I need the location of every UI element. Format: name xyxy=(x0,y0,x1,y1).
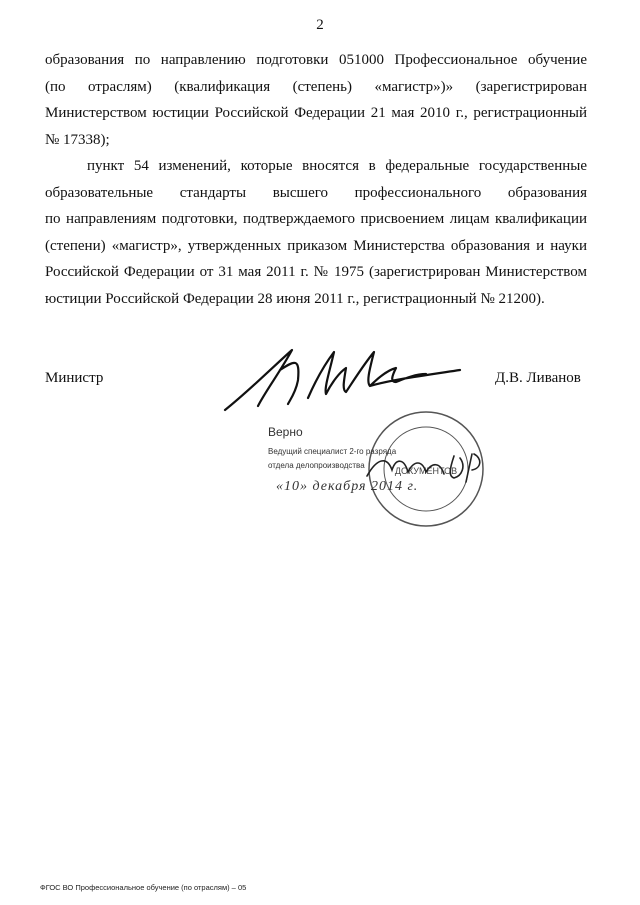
certifier-position: Ведущий специалист 2-го разряда xyxy=(268,447,397,456)
svg-text:ДОКУМЕНТОВ: ДОКУМЕНТОВ xyxy=(394,466,458,476)
paragraph-line: № 17338); xyxy=(45,131,110,148)
paragraph-line: (по отраслям) (квалификация (степень) «магистр»)» (зарегистрирован xyxy=(45,78,587,95)
paragraph-line: Российской Федерации от 31 мая 2011 г. № 1975 (зарегистрирован Министерством xyxy=(45,264,587,280)
certifier-department: отдела делопроизводства xyxy=(268,461,365,470)
paragraph-line: Министерством юстиции Российской Федерации 21 мая 2010 г., регистрационный xyxy=(45,105,587,121)
page-footer: ФГОС ВО Профессиональное обучение (по отраслям) – 05 xyxy=(40,883,247,892)
paragraph-line: образования по направлению подготовки 051000 Профессиональное обучение xyxy=(45,52,587,68)
page-number: 2 xyxy=(316,17,324,33)
paragraph-2 xyxy=(45,153,587,312)
paragraph-line: по направлениям подготовки, подтверждаемого присвоением лицам квалификации xyxy=(45,211,587,227)
paragraph-line: пункт 54 изменений, которые вносятся в федеральные государственные xyxy=(87,158,587,174)
paragraph-line: (степени) «магистр», утвержденных приказом Министерства образования и науки xyxy=(45,237,587,254)
paragraph-line: образовательные стандарты высшего профессионального образования xyxy=(45,184,587,201)
signatory-name: Д.В. Ливанов xyxy=(495,370,581,386)
certifier-handwritten-name xyxy=(362,448,492,488)
signatory-title: Министр xyxy=(45,370,104,386)
paragraph-1 xyxy=(45,47,587,153)
certification-date: «10» декабря 2014 г. xyxy=(276,479,419,494)
certified-label: Верно xyxy=(268,425,303,439)
paragraph-line: юстиции Российской Федерации 28 июня 2011 г., регистрационный № 21200). xyxy=(45,290,545,307)
